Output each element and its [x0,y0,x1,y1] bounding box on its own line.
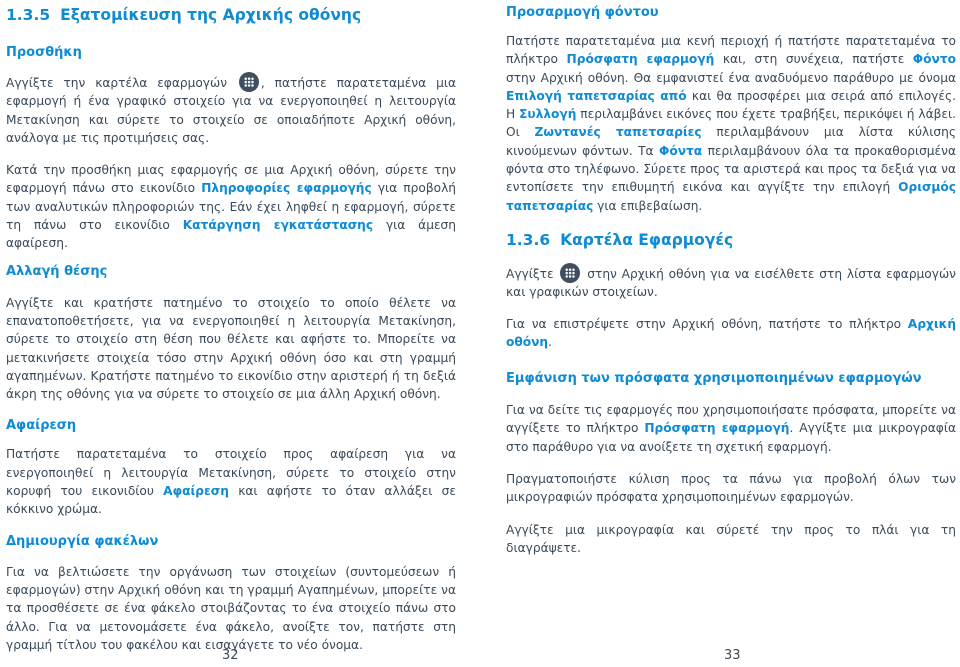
reposition-heading: Αλλαγή θέσης [6,263,108,279]
add-heading: Προσθήκη [6,45,82,60]
recent-paragraph-2: Πραγματοποιήστε κύλιση προς τα πάνω για προβολή όλων των μικρογραφιών πρόσφατα χρησιμοποιημένων εφαρμογών. [506,472,956,505]
apps-tab-icon [239,72,259,92]
apps-paragraph-1: Αγγίξτε στην Αρχική οθόνη για να εισέλθετε στη λίστα εφαρμογών και γραφικών στοιχείων. [506,263,956,302]
section-title-text: Εξατομίκευση της Αρχικής οθόνης [60,6,362,24]
wallpaper-heading: Προσαρμογή φόντου [506,5,659,20]
add-paragraph-2: Κατά την προσθήκη μιας εφαρμογής σε μια Αρχική οθόνη, σύρετε την εφαρμογή πάνω στο εικονίδιο Πληροφορίες εφαρμογής για προβολή των αναλυτικών πληροφοριών της. Εάν έχει ληφθεί η εφαρμογή, σύρετε τη πάνω στο εικονίδιο Κατάργηση εγκατάστασης για άμεση αφαίρεση. [6,163,457,251]
section-number: 1.3.6 [506,230,551,249]
reposition-paragraph: Αγγίξτε και κρατήστε πατημένο το στοιχείο το οποίο θέλετε να επανατοποθετήσετε, για να ενεργοποιηθεί η λειτουργία Μετακίνηση, σύρετε το στοιχείο στη θέση που θέλετε και αφήστε το. Μπορείτε να μετακινήσετε στοιχεία τόσο στην Αρχική οθόνη όσο και στη γραμμή αγαπημένων. Κρατήστε πατημένο το εικονίδιο στην αριστερή ή τη δεξιά άκρη της οθόνης για να σύρετε το στοιχείο σε μια άλλη Αρχική οθόνη. [6,295,456,402]
section-title-1-3-5 [6,4,456,28]
folders-heading: Δημιουργία φακέλων [6,533,159,549]
remove-paragraph: Πατήστε παρατεταμένα το στοιχείο προς αφαίρεση για να ενεργοποιηθεί η λειτουργία Μετακίνηση, σύρετε το στοιχείο στην κορυφή του εικονιδίου Αφαίρεση και αφήστε το όταν αλλάξει σε κόκκινο χρώμα. [6,447,456,517]
recent-apps-heading: Εμφάνιση των πρόσφατα χρησιμοποιημένων εφαρμογών [506,371,922,387]
right-page [506,0,956,557]
page-number-left: 32 [222,648,239,663]
section-title-1-3-6 [506,229,956,253]
apps-paragraph-2: Για να επιστρέψετε στην Αρχική οθόνη, πατήστε το πλήκτρο Αρχική οθόνη. [506,316,956,349]
section-number: 1.3.5 [6,6,51,24]
apps-tab-icon [560,263,580,283]
page-number-right: 33 [724,648,741,663]
left-page [6,0,456,654]
add-paragraph-1: Αγγίξτε την καρτέλα εφαρμογών , πατήστε παρατεταμένα μια εφαρμογή ή ένα γραφικό στοιχείο για να ενεργοποιηθεί η λειτουργία Μετακίνηση και σύρετε το στοιχείο σε οποιαδήποτε Αρχική οθόνη, ανάλογα με τις προτιμήσεις σας. [6,72,456,147]
section-title-text: Καρτέλα Εφαρμογές [560,230,734,249]
recent-paragraph-1: Για να δείτε τις εφαρμογές που χρησιμοποιήσατε πρόσφατα, μπορείτε να αγγίξετε το πλήκτρο Πρόσφατη εφαρμογή. Αγγίξτε μια μικρογραφία στο παράθυρο για να ανοίξετε τη σχετική εφαρμογή. [506,403,956,454]
wallpaper-paragraph: Πατήστε παρατεταμένα μια κενή περιοχή ή πατήστε παρατεταμένα το πλήκτρο Πρόσφατη εφαρμογή και, στη συνέχεια, πατήστε Φόντο στην Αρχική οθόνη. Θα εμφανιστεί ένα αναδυόμενο παράθυρο με όνομα Επιλογή ταπετσαρίας από και θα προσφέρει μια σειρά από επιλογές. Η Συλλογή περιλαμβάνει εικόνες που έχετε τραβήξει, περικόψει ή λάβει. Οι Ζωντανές ταπετσαρίες περιλαμβάνουν μια λίστα κύλισης κινούμενων φόντων. Τα Φόντα περιλαμβάνουν όλα τα προκαθορισμένα φόντα στο τηλέφωνο. Σύρετε προς τα αριστερά και προς τα δεξιά για να εντοπίσετε την επιθυμητή εικόνα και αγγίξτε την επιλογή Ορισμός ταπετσαρίας για επιβεβαίωση. [506,34,957,213]
remove-heading: Αφαίρεση [6,418,77,434]
recent-paragraph-3: Αγγίξτε μια μικρογραφία και σύρετέ την προς το πλάι για τη διαγράψετε. [506,522,956,555]
folders-paragraph: Για να βελτιώσετε την οργάνωση των στοιχείων (συντομεύσεων ή εφαρμογών) στην Αρχική οθόνη και τη γραμμή Αγαπημένων, μπορείτε να τα προσθέσετε σε ένα φάκελο στοιβάζοντας το ένα στοιχείο πάνω στο άλλο. Για να μετονομάσετε ένα φάκελο, ανοίξτε τον, πατήστε στη γραμμή τίτλου του φακέλου και εισαγάγετε το νέο όνομα. [6,564,456,652]
